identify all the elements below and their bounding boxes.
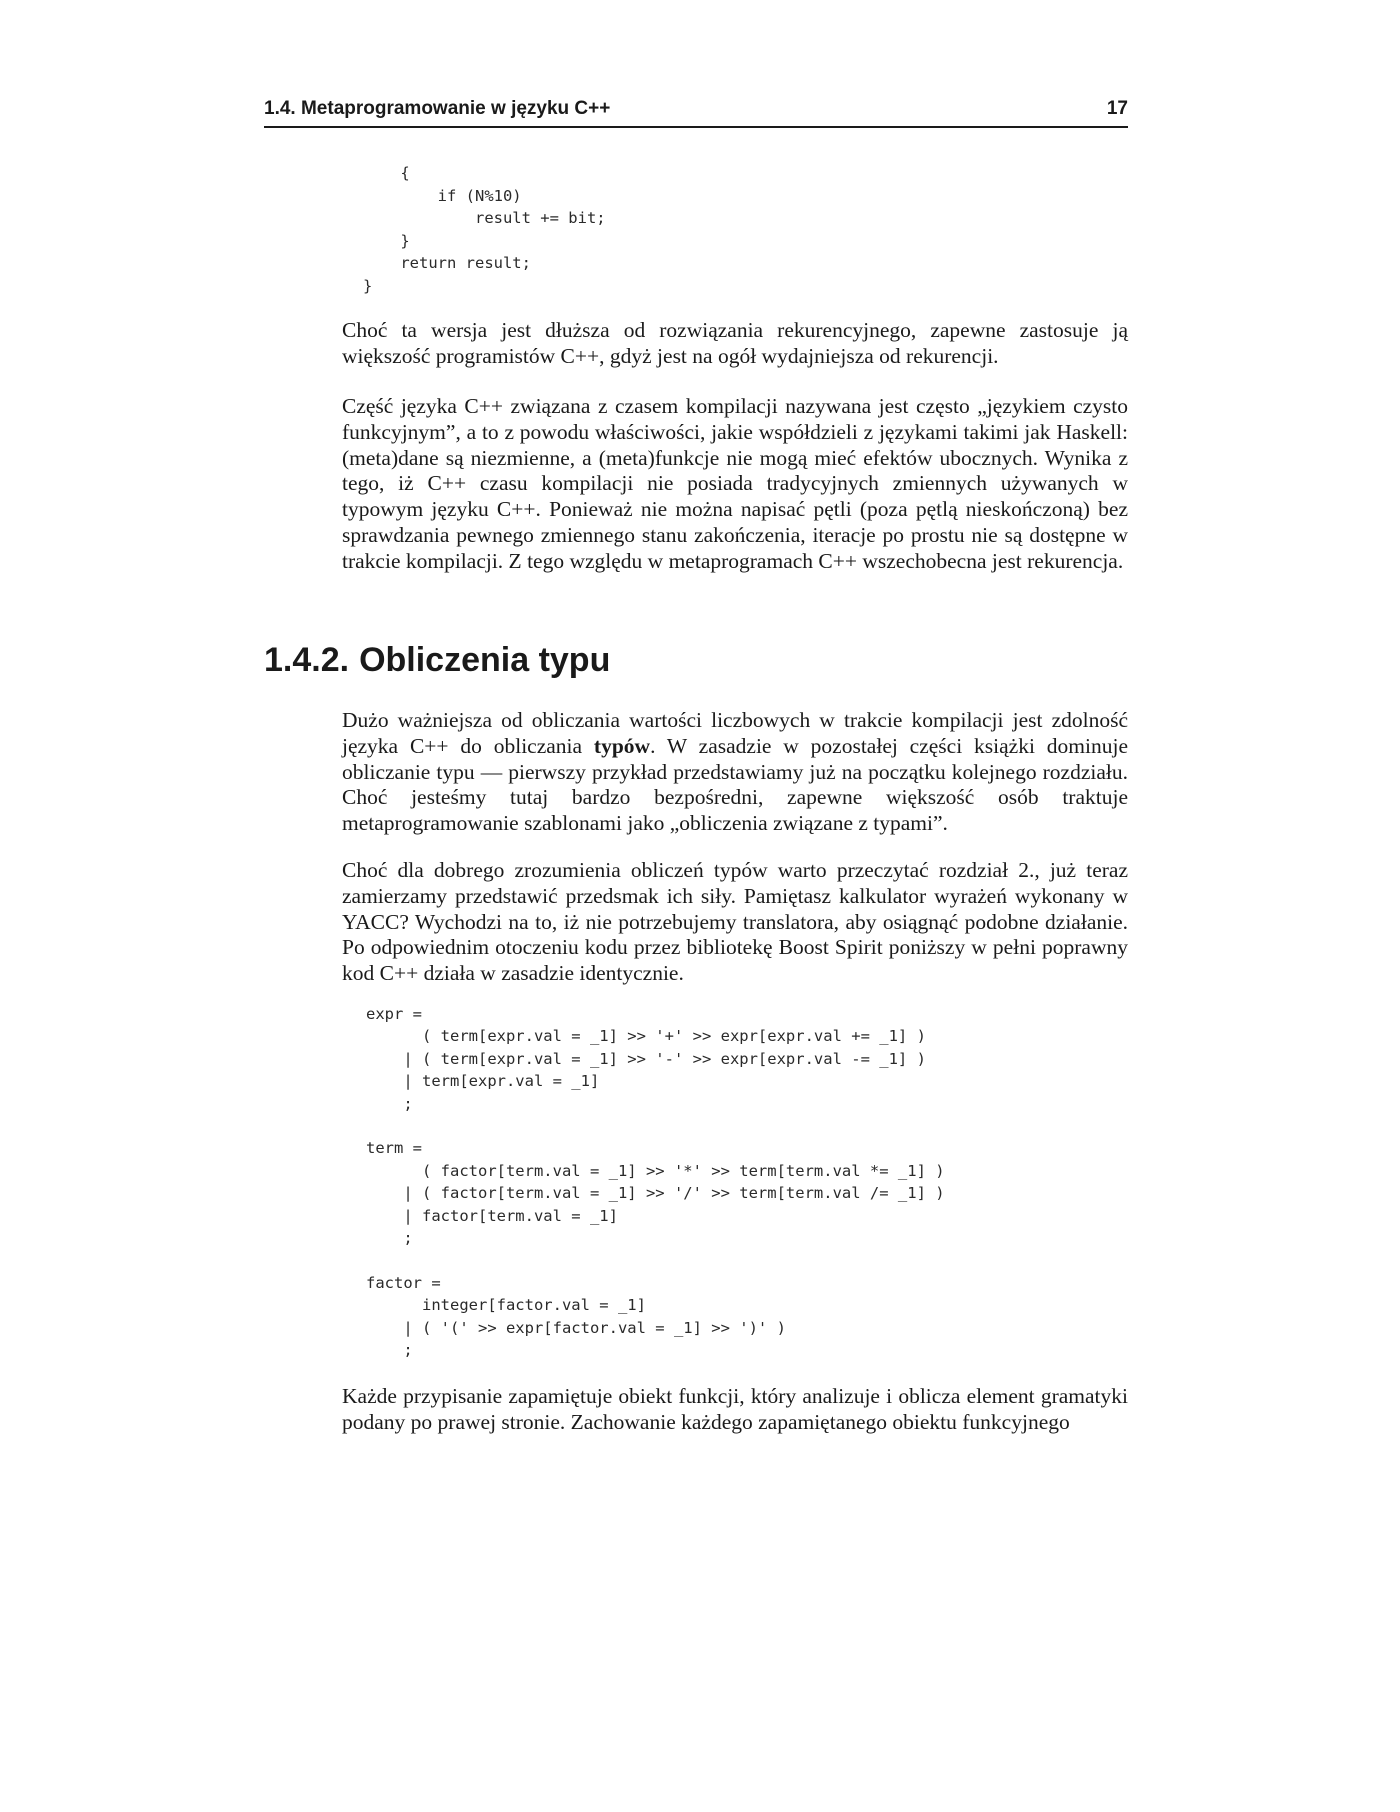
paragraph-functional-language: Część języka C++ związana z czasem kompilacji nazywana jest często „językiem czysto funkcyjnym”, a to z powodu właściwości, jakie współdzieli z językami takimi jak Haskell: (meta)dane są niezmienne, a (meta)funkcje nie mogą mieć efektów ubocznych. Wynika z tego, iż C++ czasu kompilacji nie posiada tradycyjnych zmiennych używanych w typowym języku C++. Ponieważ nie można napisać pętli (poza pętlą nieskończoną) bez sprawdzania pewnego zmiennego stanu zakończenia, iteracje po prostu nie są dostępne w trakcie kompilacji. Z tego względu w metaprogramach C++ wszechobecna jest rekurencja. bbox=[342, 394, 1128, 573]
code-block-grammar: expr = ( term[expr.val = _1] >> '+' >> expr[expr.val += _1] ) | ( term[expr.val = _1] >> '-' >> expr[expr.val -= _1] ) | term[expr.val = _1] ; term = ( factor[term.val = _1] >> '*' >> term[term.val *= _1] ) | ( factor[term.val = _1] >> '/' >> term[term.val /= _1] ) | factor[term.val = _1] ; factor = integer[factor.val = _1] | ( '(' >> expr[factor.val = _1] >> ')' ) ; bbox=[366, 1005, 945, 1360]
running-header bbox=[264, 96, 1128, 128]
running-header-title: 1.4. Metaprogramowanie w języku C++ bbox=[264, 98, 611, 119]
page-number: 17 bbox=[1106, 98, 1128, 119]
paragraph-text: . W zasadzie w pozostałej części książki dominuje obliczanie typu — pierwszy przykład przedstawiamy już na początku kolejnego rozdziału. Choć jesteśmy tutaj bardzo bezpośredni, zapewne większość osób traktuje metaprogramowanie szablonami jako „obliczenia związane z typami”. bbox=[342, 733, 1128, 836]
section-title: Obliczenia typu bbox=[359, 641, 611, 679]
section-heading bbox=[264, 640, 610, 680]
section-number: 1.4.2. bbox=[264, 641, 350, 679]
paragraph-function-objects: Każde przypisanie zapamiętuje obiekt funkcji, który analizuje i oblicza element gramatyki podany po prawej stronie. Zachowanie każdego zapamiętanego obiektu funkcyjnego bbox=[342, 1384, 1128, 1434]
emphasized-term: typów bbox=[593, 733, 651, 758]
paragraph-boost-spirit: Choć dla dobrego zrozumienia obliczeń typów warto przeczytać rozdział 2., już teraz zamierzamy przedstawić przedsmak ich siły. Pamiętasz kalkulator wyrażeń wykonany w YACC? Wychodzi na to, iż nie potrzebujemy translatora, aby osiągnąć podobne działanie. Po odpowiednim otoczeniu kodu przez bibliotekę Boost Spirit poniższy w pełni poprawny kod C++ działa w zasadzie identycznie. bbox=[342, 858, 1128, 986]
paragraph-text: Dużo ważniejsza od obliczania wartości liczbowych w trakcie kompilacji jest zdolność języka C++ do obliczania bbox=[342, 708, 1128, 758]
code-block-loop: { if (N%10) result += bit; } return result; } bbox=[363, 164, 606, 295]
paragraph-type-computation bbox=[342, 708, 1128, 837]
paragraph-iterative-version: Choć ta wersja jest dłuższa od rozwiązania rekurencyjnego, zapewne zastosuje ją większość programistów C++, gdyż jest na ogół wydajniejsza od rekurencji. bbox=[342, 318, 1128, 368]
